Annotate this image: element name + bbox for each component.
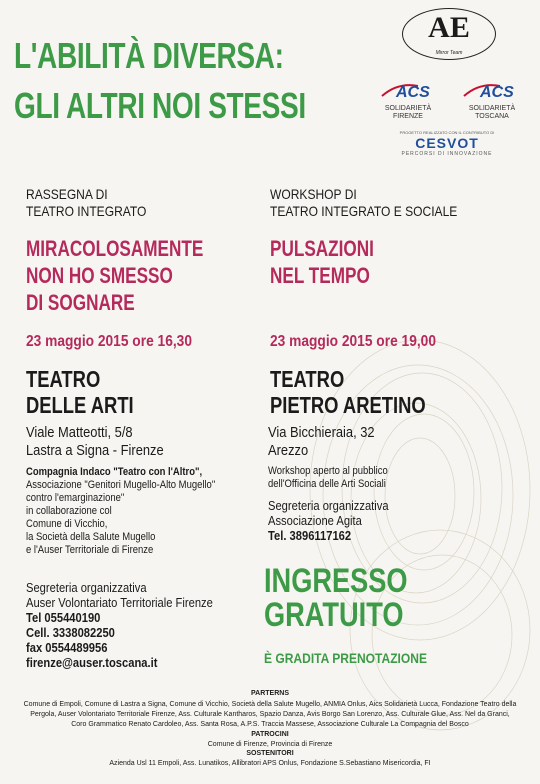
- left-detail-2: contro l'emarginazione": [26, 492, 125, 504]
- left-address-2: Lastra a Signa - Firenze: [26, 442, 164, 459]
- right-section-1: WORKSHOP DI: [270, 186, 357, 202]
- sostenitori-text: Azienda Usl 11 Empoli, Ass. Lunatikos, Allibratori APS Onlus, Fondazione S.Sebastiano Misericordia, FI: [109, 760, 431, 767]
- right-contact-2: Associazione Agita: [268, 513, 362, 528]
- left-venue-2: DELLE ARTI: [26, 392, 134, 418]
- acs-toscana-mark: ACS: [480, 84, 514, 100]
- right-show-1: PULSAZIONI: [270, 236, 374, 261]
- left-detail-5: la Società della Salute Mugello: [26, 531, 156, 543]
- left-detail-4: Comune di Vicchio,: [26, 518, 108, 530]
- left-show-3: DI SOGNARE: [26, 290, 135, 315]
- prenotazione-text: È GRADITA PRENOTAZIONE: [264, 650, 427, 666]
- left-section-1: RASSEGNA DI: [26, 186, 108, 202]
- acs-toscana-logo: [460, 80, 524, 121]
- left-date: 23 maggio 2015 ore 16,30: [26, 333, 192, 350]
- acs-swoosh-icon: [460, 80, 524, 100]
- left-detail-1: Associazione "Genitori Mugello-Alto Mugello": [26, 479, 216, 491]
- left-show-1: MIRACOLOSAMENTE: [26, 236, 204, 261]
- left-section-2: TEATRO INTEGRATO: [26, 203, 147, 219]
- left-company: Compagnia Indaco "Teatro con l'Altro",: [26, 466, 203, 478]
- right-address-1: Via Bicchieraia, 32: [268, 424, 375, 441]
- acs-toscana-line1: SOLIDARIETÀ: [468, 105, 516, 112]
- acs-firenze-line2: FIRENZE: [393, 113, 423, 120]
- right-contact-tel: Tel. 3896117162: [268, 528, 352, 543]
- acs-swoosh-icon: [378, 80, 438, 100]
- title-line-2: GLI ALTRI NOI STESSI: [14, 85, 306, 126]
- right-venue-2: PIETRO ARETINO: [270, 392, 426, 418]
- right-contact-1: Segreteria organizzativa: [268, 498, 389, 513]
- ae-logo-mark: AE: [428, 11, 470, 44]
- cesvot-top: PROGETTO REALIZZATO CON IL CONTRIBUTO DI: [399, 130, 495, 135]
- ingresso-line-2: GRATUITO: [264, 596, 404, 634]
- title-line-1: L'ABILITÀ DIVERSA:: [14, 35, 284, 76]
- right-detail-1: Workshop aperto al pubblico: [268, 465, 388, 477]
- left-contact-email[interactable]: firenze@auser.toscana.it: [26, 655, 158, 670]
- partners-line-1: Comune di Empoli, Comune di Lastra a Signa, Comune di Vicchio, Società della Salute Mugello, ANMIA Onlus, Aics Solidarietà Lucca, Fondazione Teatro della: [23, 701, 517, 708]
- left-detail-6: e l'Auser Territoriale di Firenze: [26, 544, 154, 556]
- left-contact-tel: Tel 055440190: [26, 610, 101, 625]
- sostenitori-label: SOSTENITORI: [246, 750, 294, 757]
- ingresso-line-1: INGRESSO: [264, 562, 408, 600]
- partners-label: PARTERNS: [251, 690, 289, 697]
- partners-line-2: Pergola, Auser Volontariato Territoriale Firenze, Ass. Culturale Kantharos, Spazio Danza, Avis Borgo San Lorenzo, Ass. Culturale Glue, Ass. Nel da Granci,: [30, 711, 510, 718]
- cesvot-logo: [382, 130, 512, 157]
- acs-firenze-line1: SOLIDARIETÀ: [384, 105, 432, 112]
- left-venue-1: TEATRO: [26, 366, 101, 392]
- left-contact-2: Auser Volontariato Territoriale Firenze: [26, 595, 213, 610]
- right-show-2: NEL TEMPO: [270, 263, 370, 288]
- left-contact-fax: fax 0554489956: [26, 640, 108, 655]
- left-detail-3: in collaborazione col: [26, 505, 112, 517]
- ae-logo: [402, 8, 496, 60]
- right-date: 23 maggio 2015 ore 19,00: [270, 333, 436, 350]
- right-detail-2: dell'Officina delle Arti Sociali: [268, 478, 386, 490]
- left-contact-cell: Cell. 3338082250: [26, 625, 115, 640]
- left-show-2: NON HO SMESSO: [26, 263, 173, 288]
- right-venue-1: TEATRO: [270, 366, 345, 392]
- partners-line-3: Coro Grammatico Renato Cardoleo, Ass. Santa Rosa, A.P.S. Traccia Massese, Associazione Culturale La Compagnia del Bosco: [71, 721, 469, 728]
- left-contact-1: Segreteria organizzativa: [26, 580, 147, 595]
- acs-firenze-mark: ACS: [396, 84, 430, 100]
- right-section-2: TEATRO INTEGRATO E SOCIALE: [270, 203, 458, 219]
- cesvot-mark: CESVOT: [415, 135, 479, 151]
- right-address-2: Arezzo: [268, 442, 309, 459]
- acs-firenze-logo: [378, 80, 438, 121]
- cesvot-bottom: PERCORSI DI INNOVAZIONE: [401, 151, 493, 157]
- patrocini-label: PATROCINI: [251, 731, 289, 738]
- left-address-1: Viale Matteotti, 5/8: [26, 424, 133, 441]
- patrocini-text: Comune di Firenze, Provincia di Firenze: [207, 741, 333, 748]
- ae-logo-tagline: Mirror Team: [435, 50, 463, 56]
- acs-toscana-line2: TOSCANA: [475, 113, 509, 120]
